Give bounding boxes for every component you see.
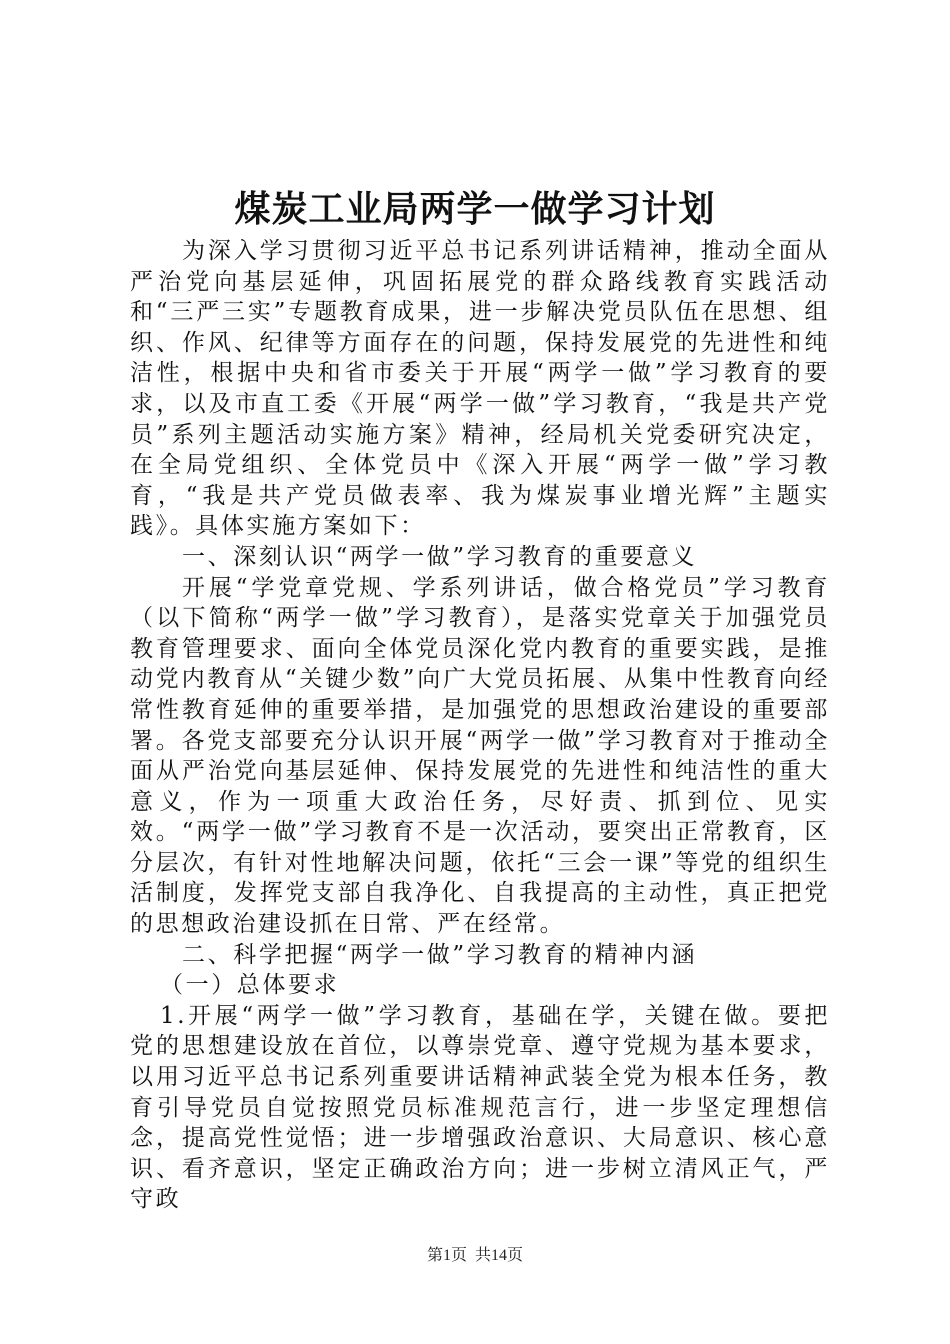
page-footer xyxy=(0,1242,950,1265)
paragraph-significance: 开展“学党章党规、学系列讲话，做合格党员”学习教育（以下简称“两学一做”学习教育），是落实党章关于加强党员教育管理要求、面向全体党员深化党内教育的重要实践，是推动党内教育从“关键少数”向广大党员拓展、从集中性教育向经常性教育延伸的重要举措，是加强党的思想政治建设的重要部署。各党支部要充分认识开展“两学一做”学习教育对于推动全面从严治党向基层延伸、保持发展党的先进性和纯洁性的重大意义，作为一项重大政治任务，尽好责、抓到位、见实效。“两学一做”学习教育不是一次活动，要突出正常教育，区分层次，有针对性地解决问题，依托“三会一课”等党的组织生活制度，发挥党支部自我净化、自我提高的主动性，真正把党的思想政治建设抓在日常、严在经常。 xyxy=(130,574,830,938)
paragraph-requirements: 1.开展“两学一做”学习教育，基础在学，关键在做。要把党的思想建设放在首位，以尊崇党章、遵守党规为基本要求，以用习近平总书记系列重要讲话精神武装全党为根本任务，教育引导党员自觉按照党员标准规范言行，进一步坚定理想信念，提高党性觉悟；进一步增强政治意识、大局意识、核心意识、看齐意识，坚定正确政治方向；进一步树立清风正气，严守政 xyxy=(130,1002,830,1213)
page-number: 第1页 xyxy=(426,1247,467,1264)
document-body xyxy=(130,236,830,1215)
document-title: 煤炭工业局两学一做学习计划 xyxy=(234,189,716,230)
paragraph-intro: 为深入学习贯彻习近平总书记系列讲话精神，推动全面从严治党向基层延伸，巩固拓展党的群众路线教育实践活动和“三严三实”专题教育成果，进一步解决党员队伍在思想、组织、作风、纪律等方面存在的问题，保持发展党的先进性和纯洁性，根据中央和省市委关于开展“两学一做”学习教育的要求，以及市直工委《开展“两学一做”学习教育，“我是共产党员”系列主题活动实施方案》精神，经局机关党委研究决定，在全局党组织、全体党员中《深入开展“两学一做”学习教育，“我是共产党员做表率、我为煤炭事业增光辉”主题实践》。具体实施方案如下： xyxy=(130,238,830,540)
section-heading-1: 一、深刻认识“两学一做”学习教育的重要意义 xyxy=(182,543,698,570)
section-heading-2: 二、科学把握“两学一做”学习教育的精神内涵 xyxy=(182,941,698,968)
page-total: 共14页 xyxy=(475,1247,524,1264)
subsection-heading-1: （一）总体要求 xyxy=(160,972,340,999)
